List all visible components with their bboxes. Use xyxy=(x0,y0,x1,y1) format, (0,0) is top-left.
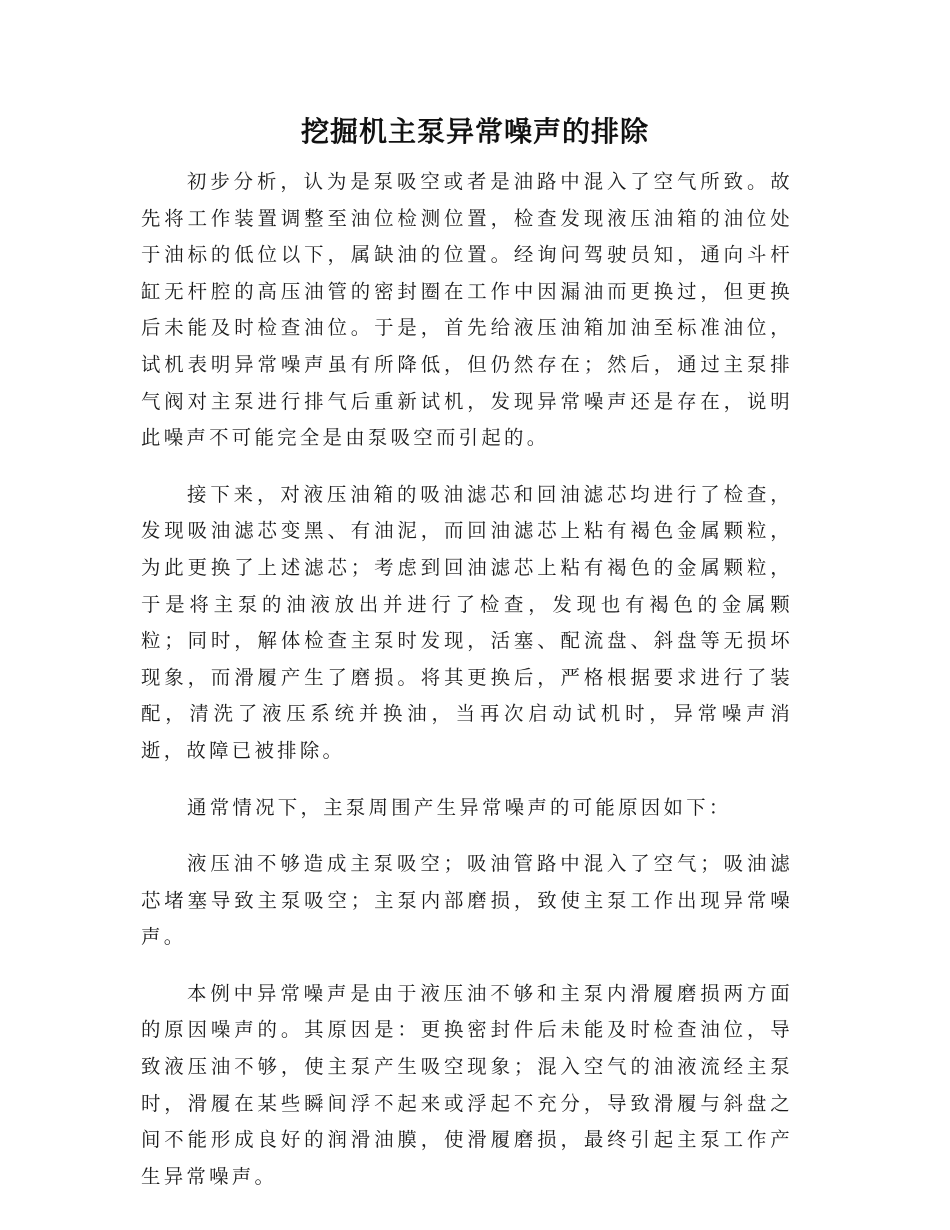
paragraph-initial-analysis: 初步分析，认为是泵吸空或者是油路中混入了空气所致。故先将工作装置调整至油位检测位置，检查发现液压油箱的油位处于油标的低位以下，属缺油的位置。经询问驾驶员知，通向斗杆缸无杆腔的高压油管的密封圈在工作中因漏油而更换过，但更换后未能及时检查油位。于是，首先给液压油箱加油至标准油位，试机表明异常噪声虽有所降低，但仍然存在；然后，通过主泵排气阀对主泵进行排气后重新试机，发现异常噪声还是存在，说明此噪声不可能完全是由泵吸空而引起的。 xyxy=(141,170,793,450)
paragraph-filter-inspection: 接下来，对液压油箱的吸油滤芯和回油滤芯均进行了检查，发现吸油滤芯变黑、有油泥，而回油滤芯上粘有褐色金属颗粒，为此更换了上述滤芯；考虑到回油滤芯上粘有褐色的金属颗粒，于是将主泵的油液放出并进行了检查，发现也有褐色的金属颗粒；同时，解体检查主泵时发现，活塞、配流盘、斜盘等无损坏现象，而滑履产生了磨损。将其更换后，严格根据要求进行了装配，清洗了液压系统并换油，当再次启动试机时，异常噪声消逝，故障已被排除。 xyxy=(141,482,793,762)
paragraph-causes-list: 液压油不够造成主泵吸空；吸油管路中混入了空气；吸油滤芯堵塞导致主泵吸空；主泵内部磨损，致使主泵工作出现异常噪声。 xyxy=(141,852,793,949)
paragraph-causes-intro: 通常情况下，主泵周围产生异常噪声的可能原因如下： xyxy=(187,795,732,819)
document-title: 挖掘机主泵异常噪声的排除 xyxy=(300,115,649,148)
document-body xyxy=(141,164,793,1215)
paragraph-conclusion: 本例中异常噪声是由于液压油不够和主泵内滑履磨损两方面的原因噪声的。其原因是：更换密封件后未能及时检查油位，导致液压油不够，使主泵产生吸空现象；混入空气的油液流经主泵时，滑履在某些瞬间浮不起来或浮起不充分，导致滑履与斜盘之间不能形成良好的润滑油膜，使滑履磨损，最终引起主泵工作产生异常噪声。 xyxy=(141,981,793,1188)
